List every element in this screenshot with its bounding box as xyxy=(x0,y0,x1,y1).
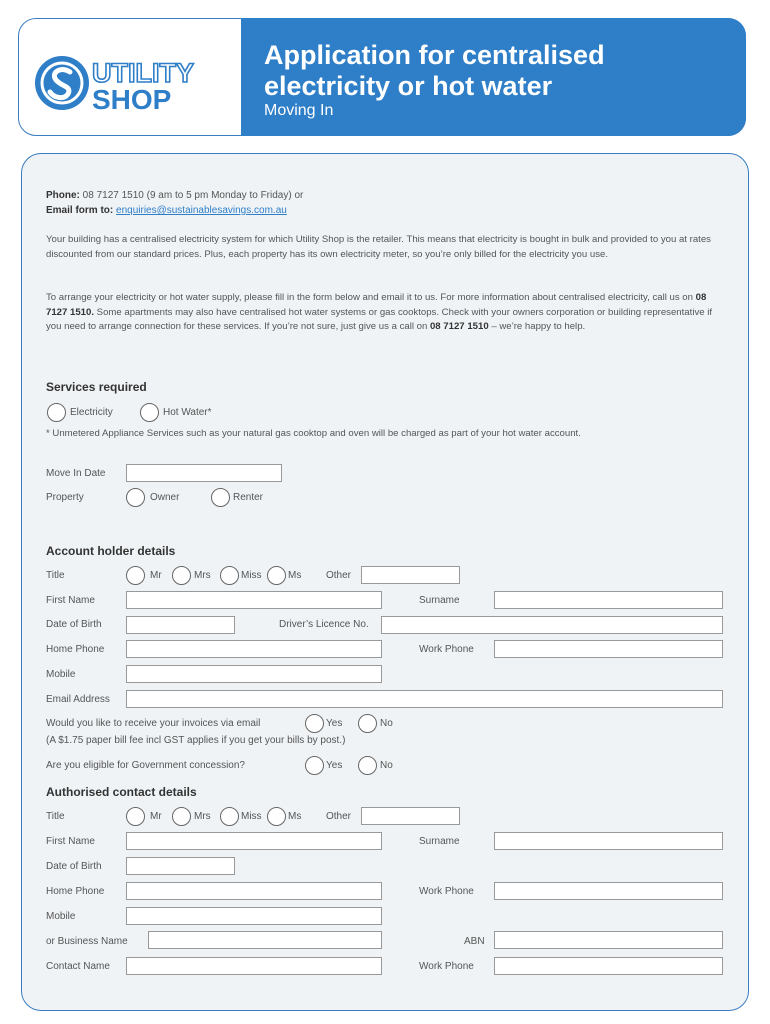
move-in-date-label: Move In Date xyxy=(46,468,106,479)
intro-p2-c: Some apartments may also have centralised hot water systems or gas cooktops. Check with your owners corporation or building representative if you need to arrange connection for these services. If you’re not sure, just give us a call on xyxy=(46,306,713,332)
business-name-input[interactable] xyxy=(148,931,382,949)
account-home-phone-input[interactable] xyxy=(126,640,382,658)
renter-label: Renter xyxy=(233,492,264,503)
account-first-name-input[interactable] xyxy=(126,591,382,609)
invoice-note: (A $1.75 paper bill fee incl GST applies if you get your bills by post.) xyxy=(46,735,346,746)
move-in-date-input[interactable] xyxy=(126,464,282,482)
account-ms-label: Ms xyxy=(288,570,302,581)
auth-mrs-label: Mrs xyxy=(194,811,211,822)
contact-name-label: Contact Name xyxy=(46,961,110,972)
auth-work-phone-input[interactable] xyxy=(494,882,723,900)
auth-miss-label: Miss xyxy=(241,811,262,822)
account-work-phone-input[interactable] xyxy=(494,640,723,658)
auth-ms-label: Ms xyxy=(288,811,302,822)
auth-first-name-input[interactable] xyxy=(126,832,382,850)
account-miss-radio[interactable] xyxy=(220,566,239,585)
intro-p2-e: – we’re happy to help. xyxy=(488,321,586,332)
auth-work-phone-label: Work Phone xyxy=(419,886,474,897)
account-title-label: Title xyxy=(46,570,65,581)
auth-mr-radio[interactable] xyxy=(126,807,145,826)
renter-radio[interactable] xyxy=(211,488,230,507)
services-note: * Unmetered Appliance Services such as your natural gas cooktop and oven will be charged as part of your hot water account. xyxy=(46,428,581,439)
account-mrs-label: Mrs xyxy=(194,570,211,581)
auth-mrs-radio[interactable] xyxy=(172,807,191,826)
account-mobile-label: Mobile xyxy=(46,669,76,680)
electricity-label: Electricity xyxy=(70,407,113,418)
authorised-heading: Authorised contact details xyxy=(46,785,197,799)
auth-mobile-input[interactable] xyxy=(126,907,382,925)
auth-ms-radio[interactable] xyxy=(267,807,286,826)
logo-text-bottom: SHOP xyxy=(92,84,172,114)
account-surname-input[interactable] xyxy=(494,591,723,609)
auth-dob-label: Date of Birth xyxy=(46,861,102,872)
account-other-input[interactable] xyxy=(361,566,460,584)
account-email-input[interactable] xyxy=(126,690,723,708)
account-heading: Account holder details xyxy=(46,544,176,558)
account-work-phone-label: Work Phone xyxy=(419,644,474,655)
logo-text-top: UTILITY xyxy=(92,58,194,88)
owner-label: Owner xyxy=(150,492,180,503)
phone-line xyxy=(46,190,303,201)
account-first-name-label: First Name xyxy=(46,595,95,606)
licence-label: Driver’s Licence No. xyxy=(279,619,369,630)
concession-yes-radio[interactable] xyxy=(305,756,324,775)
invoice-yes-radio[interactable] xyxy=(305,714,324,733)
auth-other-label: Other xyxy=(326,811,352,822)
invoice-question: Would you like to receive your invoices via email xyxy=(46,718,261,729)
account-dob-label: Date of Birth xyxy=(46,619,102,630)
account-email-label: Email Address xyxy=(46,694,110,705)
auth-mr-label: Mr xyxy=(150,811,162,822)
intro-phone-1: 08 7127 1510. xyxy=(46,292,707,318)
auth-dob-input[interactable] xyxy=(126,857,235,875)
abn-label: ABN xyxy=(464,936,485,947)
property-label: Property xyxy=(46,492,84,503)
account-mr-radio[interactable] xyxy=(126,566,145,585)
hot-water-radio[interactable] xyxy=(140,403,159,422)
account-surname-label: Surname xyxy=(419,595,460,606)
auth-mobile-label: Mobile xyxy=(46,911,76,922)
services-heading: Services required xyxy=(46,380,147,394)
account-home-phone-label: Home Phone xyxy=(46,644,105,655)
intro-p2-a: To arrange your electricity or hot water supply, please fill in the form below and email it to us. For more information about centralised electricity, call us on xyxy=(46,292,696,303)
auth-other-input[interactable] xyxy=(361,807,460,825)
auth-surname-input[interactable] xyxy=(494,832,723,850)
concession-no-label: No xyxy=(380,760,393,771)
auth-work-phone-2-label: Work Phone xyxy=(419,961,474,972)
auth-home-phone-input[interactable] xyxy=(126,882,382,900)
auth-work-phone-2-input[interactable] xyxy=(494,957,723,975)
intro-paragraph-1: Your building has a centralised electricity system for which Utility Shop is the retailer. This means that electricity is bought in bulk and provided to you at rates discounted from our standard prices. Plus, each property has its own electricity meter, so you’re only billed for the electricity you use. xyxy=(46,234,711,260)
email-label: Email form to: xyxy=(46,205,114,216)
account-ms-radio[interactable] xyxy=(267,566,286,585)
email-link[interactable]: enquiries@sustainablesavings.com.au xyxy=(116,205,287,216)
concession-yes-label: Yes xyxy=(326,760,343,771)
hot-water-label: Hot Water* xyxy=(163,407,212,418)
page-subtitle: Moving In xyxy=(264,102,334,119)
utility-shop-logo xyxy=(32,52,222,114)
invoice-yes-label: Yes xyxy=(326,718,343,729)
email-line xyxy=(46,205,287,216)
phone-label: Phone: xyxy=(46,190,80,201)
electricity-radio[interactable] xyxy=(47,403,66,422)
account-mrs-radio[interactable] xyxy=(172,566,191,585)
account-other-label: Other xyxy=(326,570,352,581)
phone-text: 08 7127 1510 (9 am to 5 pm Monday to Friday) or xyxy=(82,190,304,201)
page-title: Application for centralised electricity or hot water xyxy=(264,40,605,101)
auth-miss-radio[interactable] xyxy=(220,807,239,826)
account-miss-label: Miss xyxy=(241,570,262,581)
contact-name-input[interactable] xyxy=(126,957,382,975)
concession-question: Are you eligible for Government concession? xyxy=(46,760,245,771)
business-name-label: or Business Name xyxy=(46,936,128,947)
owner-radio[interactable] xyxy=(126,488,145,507)
abn-input[interactable] xyxy=(494,931,723,949)
account-mobile-input[interactable] xyxy=(126,665,382,683)
intro-phone-2: 08 7127 1510 xyxy=(429,321,489,332)
auth-first-name-label: First Name xyxy=(46,836,95,847)
account-mr-label: Mr xyxy=(150,570,162,581)
auth-surname-label: Surname xyxy=(419,836,460,847)
invoice-no-label: No xyxy=(380,718,393,729)
intro-paragraph-2 xyxy=(46,291,726,335)
concession-no-radio[interactable] xyxy=(358,756,377,775)
auth-home-phone-label: Home Phone xyxy=(46,886,105,897)
licence-input[interactable] xyxy=(381,616,723,634)
account-dob-input[interactable] xyxy=(126,616,235,634)
invoice-no-radio[interactable] xyxy=(358,714,377,733)
auth-title-label: Title xyxy=(46,811,65,822)
